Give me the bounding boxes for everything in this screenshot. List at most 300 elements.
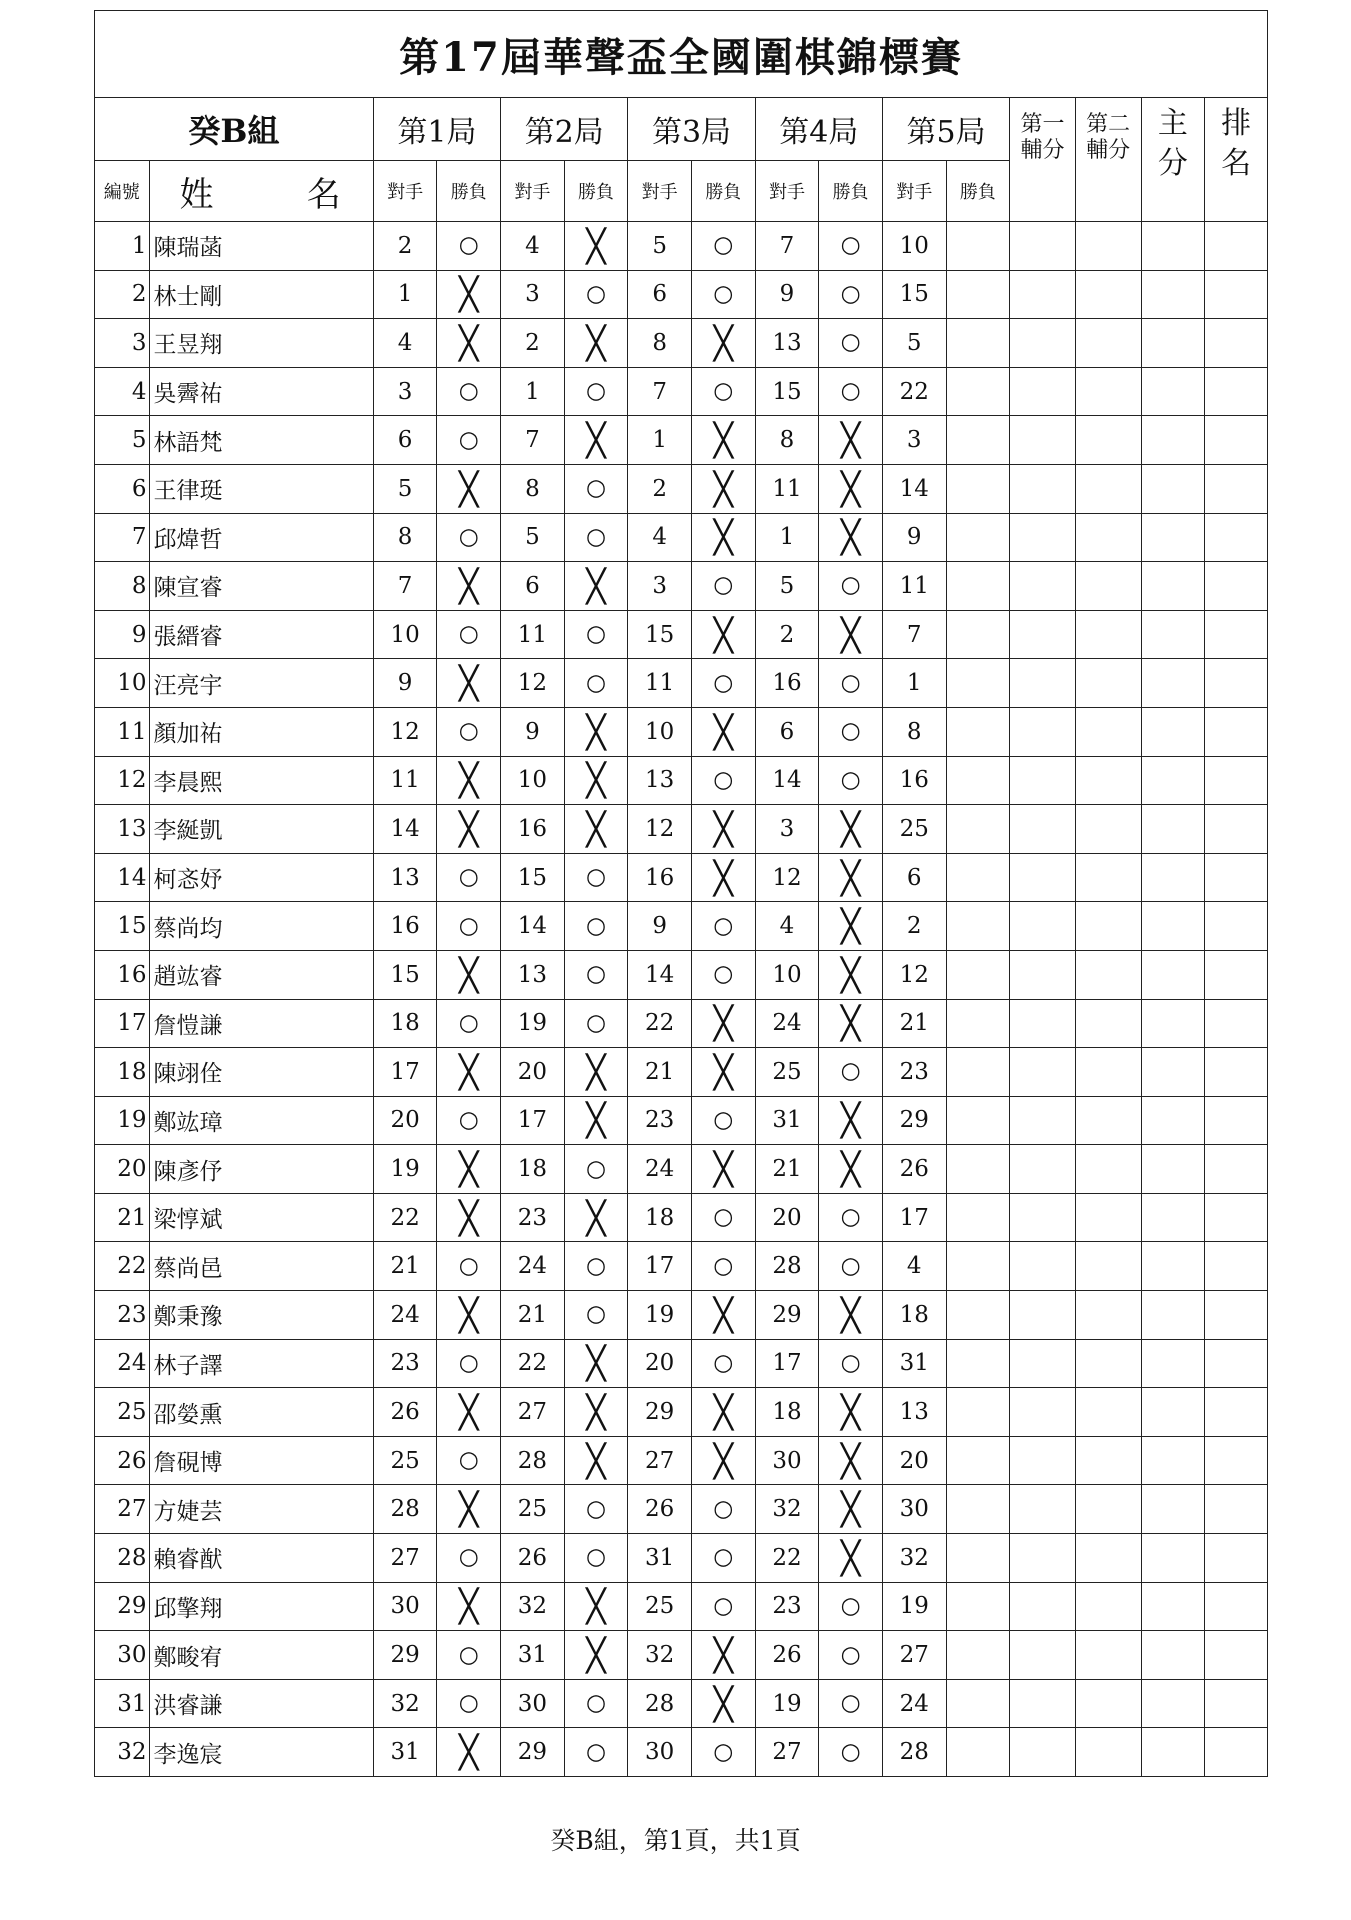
result-cell: ╳ [564,1096,628,1145]
table-row [95,1679,1268,1728]
opponent-cell: 13 [628,756,692,805]
player-number: 32 [95,1728,150,1777]
tiebreak1-cell [1010,1145,1076,1194]
opponent-cell: 29 [628,1388,692,1437]
result-cell: ╳ [819,416,883,465]
rank-cell [1205,902,1268,951]
player-name: 林士剛 [149,270,373,319]
result-cell: ○ [564,1242,628,1291]
opponent-cell: 21 [373,1242,437,1291]
opponent-cell: 22 [501,1339,565,1388]
opponent-cell: 30 [882,1485,946,1534]
opponent-cell: 23 [755,1582,819,1631]
player-number: 27 [95,1485,150,1534]
tiebreak2-cell [1075,1193,1141,1242]
rank-cell [1205,1048,1268,1097]
result-cell: ╳ [437,1193,501,1242]
table-row [95,1485,1268,1534]
player-number: 19 [95,1096,150,1145]
player-name: 汪亮宇 [149,659,373,708]
round-header-1: 第1局 [373,98,500,161]
result-cell: ○ [692,1485,756,1534]
player-number: 26 [95,1436,150,1485]
main-score-cell [1141,1631,1205,1680]
tiebreak2-cell [1075,1048,1141,1097]
opponent-cell: 7 [373,562,437,611]
opponent-cell: 10 [501,756,565,805]
result-cell: ○ [437,707,501,756]
opponent-cell: 32 [501,1582,565,1631]
rank-cell [1205,950,1268,999]
opponent-header: 對手 [882,161,946,222]
player-number: 14 [95,853,150,902]
main-score-cell [1141,610,1205,659]
result-cell: ○ [819,756,883,805]
result-cell [946,513,1010,562]
opponent-cell: 3 [755,805,819,854]
main-score-cell [1141,853,1205,902]
opponent-cell: 7 [755,222,819,271]
tiebreak2-cell [1075,1145,1141,1194]
opponent-cell: 21 [755,1145,819,1194]
opponent-cell: 24 [755,999,819,1048]
result-cell: ○ [564,999,628,1048]
opponent-cell: 14 [755,756,819,805]
rank-cell [1205,367,1268,416]
result-cell [946,707,1010,756]
opponent-cell: 25 [628,1582,692,1631]
opponent-cell: 9 [628,902,692,951]
opponent-cell: 28 [755,1242,819,1291]
main-score-cell [1141,950,1205,999]
opponent-cell: 21 [882,999,946,1048]
tiebreak1-cell [1010,1388,1076,1437]
result-cell [946,756,1010,805]
opponent-cell: 12 [628,805,692,854]
tiebreak1-cell [1010,1436,1076,1485]
tiebreak2-cell [1075,416,1141,465]
opponent-cell: 13 [755,319,819,368]
result-cell: ╳ [437,756,501,805]
table-row [95,562,1268,611]
rank-cell [1205,1436,1268,1485]
result-cell: ╳ [564,1388,628,1437]
result-cell [946,1582,1010,1631]
result-cell: ○ [437,1096,501,1145]
results-table [94,10,1268,1777]
result-cell: ○ [437,1436,501,1485]
result-cell: ╳ [564,1582,628,1631]
rank-cell [1205,707,1268,756]
name-header: 姓 名 [149,161,373,222]
opponent-cell: 32 [755,1485,819,1534]
opponent-cell: 18 [501,1145,565,1194]
player-name: 林子譯 [149,1339,373,1388]
tiebreak2-cell [1075,1582,1141,1631]
result-cell: ╳ [692,805,756,854]
result-cell: ╳ [437,319,501,368]
result-cell: ○ [437,1242,501,1291]
result-cell: ○ [819,707,883,756]
player-name: 李晨熙 [149,756,373,805]
opponent-cell: 18 [373,999,437,1048]
rank-cell [1205,270,1268,319]
table-row [95,950,1268,999]
player-name: 顏加祐 [149,707,373,756]
result-cell: ╳ [692,610,756,659]
result-header: 勝負 [564,161,628,222]
tiebreak2-cell [1075,222,1141,271]
tiebreak1-cell [1010,805,1076,854]
main-score-cell [1141,1145,1205,1194]
result-cell: ╳ [437,1048,501,1097]
result-cell: ○ [819,1193,883,1242]
opponent-cell: 4 [628,513,692,562]
result-cell [946,902,1010,951]
opponent-cell: 28 [882,1728,946,1777]
result-cell: ○ [819,270,883,319]
table-row [95,1631,1268,1680]
opponent-cell: 20 [755,1193,819,1242]
tiebreak1-cell [1010,513,1076,562]
player-number: 15 [95,902,150,951]
result-cell: ○ [564,1145,628,1194]
rank-cell [1205,1679,1268,1728]
result-cell [946,1679,1010,1728]
rank-cell [1205,222,1268,271]
table-row [95,513,1268,562]
result-cell: ╳ [564,319,628,368]
player-number: 22 [95,1242,150,1291]
opponent-cell: 18 [755,1388,819,1437]
opponent-header: 對手 [755,161,819,222]
opponent-cell: 20 [882,1436,946,1485]
rank-cell [1205,319,1268,368]
result-cell: ╳ [692,1631,756,1680]
rank-cell [1205,999,1268,1048]
player-number: 11 [95,707,150,756]
opponent-cell: 24 [501,1242,565,1291]
tiebreak1-cell [1010,319,1076,368]
result-cell [946,659,1010,708]
opponent-cell: 24 [882,1679,946,1728]
tiebreak1-cell [1010,853,1076,902]
opponent-cell: 24 [373,1291,437,1340]
player-name: 蔡尚均 [149,902,373,951]
opponent-cell: 31 [373,1728,437,1777]
tiebreak2-cell [1075,1679,1141,1728]
player-number: 16 [95,950,150,999]
player-name: 方婕芸 [149,1485,373,1534]
round-header-5: 第5局 [882,98,1009,161]
result-cell: ○ [819,319,883,368]
opponent-cell: 14 [501,902,565,951]
player-name: 陳彥伃 [149,1145,373,1194]
opponent-cell: 10 [755,950,819,999]
table-row [95,1048,1268,1097]
opponent-cell: 6 [373,416,437,465]
main-score-cell [1141,1534,1205,1583]
opponent-cell: 32 [628,1631,692,1680]
main-score-cell [1141,1242,1205,1291]
player-name: 邱擎翔 [149,1582,373,1631]
player-name: 邱煒哲 [149,513,373,562]
table-row [95,1534,1268,1583]
player-name: 賴睿猷 [149,1534,373,1583]
result-cell: ╳ [564,1048,628,1097]
tiebreak1-cell [1010,1048,1076,1097]
rank-cell [1205,513,1268,562]
table-row [95,464,1268,513]
tiebreak1-cell [1010,270,1076,319]
table-row [95,1291,1268,1340]
result-header: 勝負 [437,161,501,222]
opponent-cell: 27 [755,1728,819,1777]
main-score-cell [1141,1485,1205,1534]
opponent-cell: 6 [882,853,946,902]
table-row [95,707,1268,756]
tiebreak2-cell [1075,756,1141,805]
result-cell: ╳ [692,1145,756,1194]
result-cell: ╳ [692,464,756,513]
player-name: 詹硯博 [149,1436,373,1485]
opponent-cell: 22 [882,367,946,416]
result-cell: ╳ [564,416,628,465]
player-name: 張縉睿 [149,610,373,659]
player-number: 30 [95,1631,150,1680]
result-cell: ○ [819,222,883,271]
result-cell: ╳ [692,999,756,1048]
player-name: 趙竑睿 [149,950,373,999]
opponent-cell: 24 [628,1145,692,1194]
tiebreak2-cell [1075,659,1141,708]
tiebreak1-cell [1010,222,1076,271]
opponent-cell: 2 [373,222,437,271]
main-score-cell [1141,999,1205,1048]
rank-cell [1205,1096,1268,1145]
result-cell: ○ [819,1582,883,1631]
player-name: 陳瑞菡 [149,222,373,271]
opponent-cell: 18 [882,1291,946,1340]
opponent-cell: 5 [882,319,946,368]
player-number: 3 [95,319,150,368]
opponent-cell: 8 [373,513,437,562]
player-number: 2 [95,270,150,319]
opponent-cell: 1 [755,513,819,562]
tiebreak1-cell [1010,1534,1076,1583]
opponent-cell: 12 [501,659,565,708]
rank-cell [1205,562,1268,611]
player-number: 4 [95,367,150,416]
player-number: 31 [95,1679,150,1728]
player-number: 9 [95,610,150,659]
tiebreak1-cell [1010,756,1076,805]
result-cell [946,1436,1010,1485]
result-cell: ╳ [692,1436,756,1485]
opponent-cell: 17 [882,1193,946,1242]
table-row [95,1582,1268,1631]
result-cell: ○ [564,1534,628,1583]
opponent-cell: 29 [373,1631,437,1680]
opponent-cell: 18 [628,1193,692,1242]
opponent-cell: 13 [882,1388,946,1437]
result-cell: ○ [564,270,628,319]
main-score-cell [1141,1339,1205,1388]
opponent-cell: 29 [882,1096,946,1145]
result-cell: ╳ [819,1145,883,1194]
result-header: 勝負 [692,161,756,222]
player-name: 鄭秉豫 [149,1291,373,1340]
rank-cell [1205,416,1268,465]
tiebreak1-cell [1010,1193,1076,1242]
main-score-cell [1141,707,1205,756]
result-cell: ╳ [819,1096,883,1145]
tiebreak2-cell [1075,902,1141,951]
result-cell [946,1242,1010,1291]
opponent-cell: 16 [628,853,692,902]
result-cell: ╳ [692,1048,756,1097]
opponent-cell: 26 [501,1534,565,1583]
rank-cell [1205,756,1268,805]
main-score-cell [1141,756,1205,805]
opponent-cell: 31 [882,1339,946,1388]
opponent-cell: 27 [882,1631,946,1680]
tiebreak1-cell [1010,1679,1076,1728]
table-row [95,319,1268,368]
tiebreak2-cell [1075,853,1141,902]
player-number: 10 [95,659,150,708]
player-name: 李綖凱 [149,805,373,854]
result-cell: ○ [437,1631,501,1680]
rank-cell [1205,610,1268,659]
opponent-cell: 31 [755,1096,819,1145]
rank-cell [1205,1582,1268,1631]
result-cell: ○ [819,1048,883,1097]
main-score-cell [1141,464,1205,513]
opponent-cell: 21 [628,1048,692,1097]
opponent-cell: 10 [628,707,692,756]
rank-cell [1205,1388,1268,1437]
result-cell [946,1339,1010,1388]
rank-header: 排 名 [1205,98,1268,222]
tiebreak1-cell [1010,1096,1076,1145]
opponent-cell: 17 [501,1096,565,1145]
result-cell [946,1728,1010,1777]
opponent-cell: 30 [628,1728,692,1777]
opponent-cell: 26 [882,1145,946,1194]
opponent-header: 對手 [628,161,692,222]
opponent-cell: 1 [882,659,946,708]
result-cell: ○ [692,1193,756,1242]
opponent-cell: 7 [501,416,565,465]
tiebreak2-cell [1075,1728,1141,1777]
result-cell: ○ [692,222,756,271]
opponent-cell: 9 [373,659,437,708]
rank-cell [1205,1339,1268,1388]
opponent-cell: 27 [501,1388,565,1437]
opponent-cell: 5 [501,513,565,562]
result-cell: ○ [564,1728,628,1777]
opponent-cell: 30 [373,1582,437,1631]
result-cell: ○ [437,1339,501,1388]
player-number: 28 [95,1534,150,1583]
player-name: 吳霽祐 [149,367,373,416]
result-cell [946,367,1010,416]
opponent-cell: 19 [501,999,565,1048]
result-cell: ○ [819,1242,883,1291]
tiebreak2-cell [1075,999,1141,1048]
opponent-cell: 10 [373,610,437,659]
result-cell: ○ [564,659,628,708]
opponent-cell: 19 [628,1291,692,1340]
player-name: 鄭畯宥 [149,1631,373,1680]
opponent-cell: 32 [882,1534,946,1583]
table-row [95,1436,1268,1485]
result-cell: ○ [692,1582,756,1631]
table-row [95,222,1268,271]
player-name: 梁惇斌 [149,1193,373,1242]
opponent-cell: 4 [373,319,437,368]
opponent-cell: 22 [628,999,692,1048]
tiebreak2-cell [1075,1096,1141,1145]
result-cell: ╳ [692,513,756,562]
tiebreak1-cell [1010,659,1076,708]
opponent-cell: 11 [755,464,819,513]
opponent-cell: 26 [755,1631,819,1680]
player-number: 12 [95,756,150,805]
opponent-cell: 15 [501,853,565,902]
rank-cell [1205,1291,1268,1340]
opponent-cell: 25 [501,1485,565,1534]
opponent-cell: 20 [628,1339,692,1388]
result-cell: ○ [437,416,501,465]
player-name: 柯忞妤 [149,853,373,902]
main-score-cell [1141,659,1205,708]
result-cell: ○ [692,1096,756,1145]
player-number: 17 [95,999,150,1048]
tiebreak2-cell [1075,805,1141,854]
opponent-cell: 2 [628,464,692,513]
opponent-cell: 20 [501,1048,565,1097]
main-score-cell [1141,367,1205,416]
player-number: 7 [95,513,150,562]
result-cell [946,610,1010,659]
opponent-cell: 15 [755,367,819,416]
rank-cell [1205,1145,1268,1194]
result-cell: ╳ [692,1291,756,1340]
tiebreak1-cell [1010,707,1076,756]
table-row [95,416,1268,465]
result-cell: ╳ [819,950,883,999]
tiebreak1-cell [1010,367,1076,416]
rank-cell [1205,1242,1268,1291]
result-cell: ╳ [692,319,756,368]
result-cell: ╳ [819,999,883,1048]
result-cell: ○ [564,950,628,999]
result-cell: ○ [437,1534,501,1583]
result-cell: ╳ [692,1679,756,1728]
result-cell: ○ [564,1291,628,1340]
player-name: 邵嫈熏 [149,1388,373,1437]
player-name: 蔡尚邑 [149,1242,373,1291]
result-cell: ○ [692,756,756,805]
opponent-cell: 2 [501,319,565,368]
tiebreak2-cell [1075,610,1141,659]
opponent-cell: 14 [628,950,692,999]
tiebreak1-cell [1010,1485,1076,1534]
tiebreak2-cell [1075,562,1141,611]
rank-cell [1205,1534,1268,1583]
